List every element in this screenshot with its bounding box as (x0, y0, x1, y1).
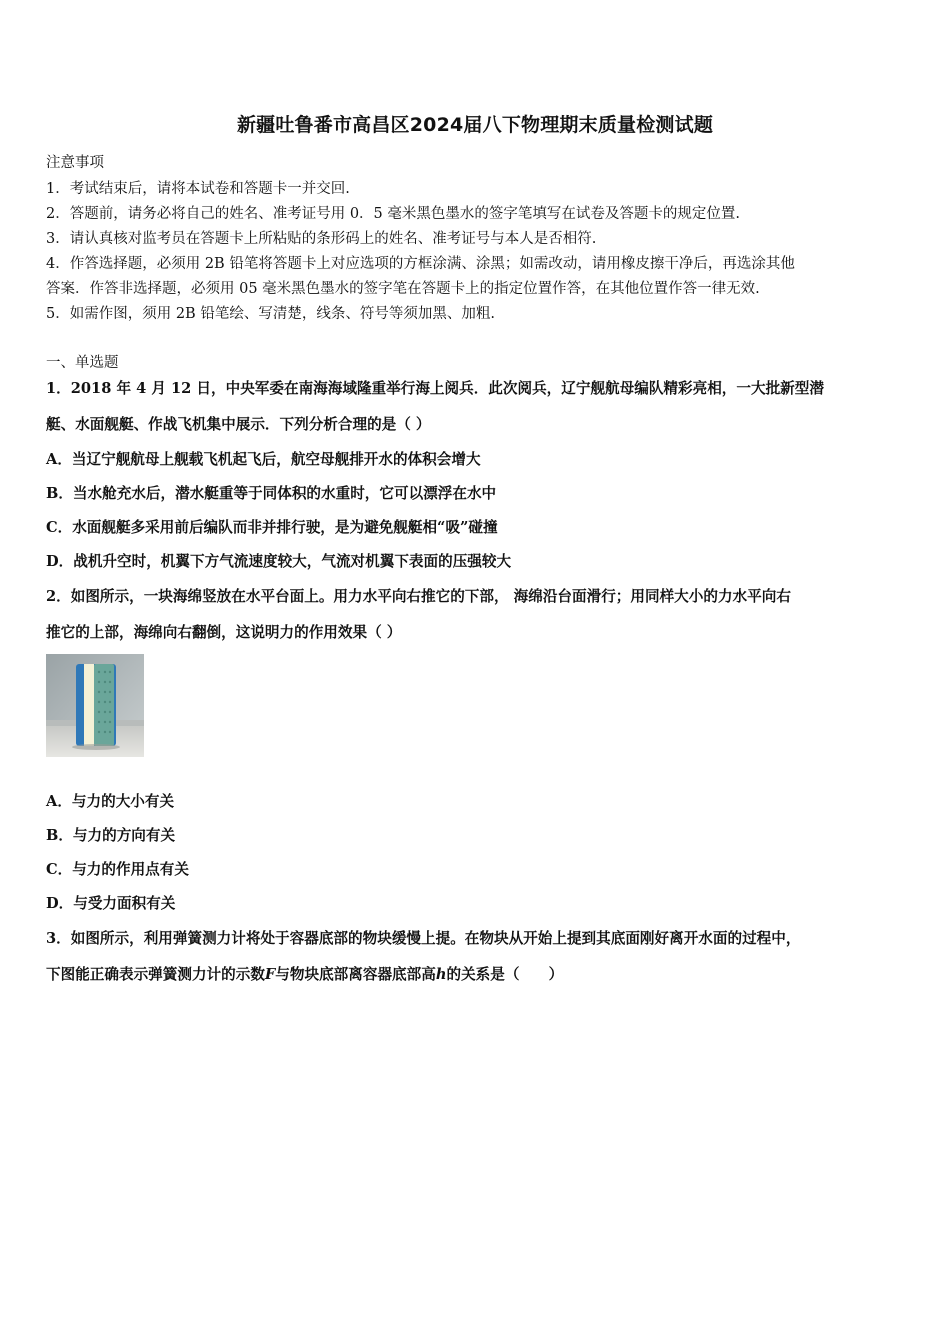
q3-stem-part-c: 的关系是（ ） (446, 966, 564, 983)
q1-stem-line-2: 艇、水面舰艇、作战飞机集中展示．下列分析合理的是（ ） (46, 416, 431, 433)
q3-var-f: F (264, 966, 276, 983)
notice-line-2: 2．答题前，请务必将自己的姓名、准考证号用 0．5 毫米黑色墨水的签字笔填写在试卷及答题卡的规定位置. (46, 206, 740, 222)
notice-heading: 注意事项 (46, 155, 104, 171)
q1-option-c: C．水面舰艇多采用前后编队而非并排行驶，是为避免舰艇相“吸”碰撞 (46, 519, 498, 536)
notice-line-5: 答案．作答非选择题，必须用 05 毫米黑色墨水的签字笔在答题卡上的指定位置作答，在其他位置作答一律无效. (46, 281, 760, 297)
q1-stem-line-1: 1．2018 年 4 月 12 日，中央军委在南海海域隆重举行海上阅兵．此次阅兵，辽宁舰航母编队精彩亮相，一大批新型潜 (46, 380, 824, 397)
q2-option-b: B．与力的方向有关 (46, 827, 176, 844)
notice-line-3: 3．请认真核对监考员在答题卡上所粘贴的条形码上的姓名、准考证号与本人是否相符. (46, 231, 597, 247)
q1-option-a: A．当辽宁舰航母上舰载飞机起飞后，航空母舰排开水的体积会增大 (46, 451, 481, 468)
notice-line-4: 4．作答选择题，必须用 2B 铅笔将答题卡上对应选项的方框涂满、涂黑；如需改动，请用橡皮擦干净后，再选涂其他 (46, 256, 795, 272)
q1-option-d: D．战机升空时，机翼下方气流速度较大，气流对机翼下表面的压强较大 (46, 553, 512, 570)
sponge-photo (46, 654, 144, 757)
q3-stem-part-b: 与物块底部离容器底部高 (275, 966, 436, 983)
q2-option-d: D．与受力面积有关 (46, 895, 176, 912)
q2-option-a: A．与力的大小有关 (46, 793, 175, 810)
exam-title: 新疆吐鲁番市高昌区2024届八下物理期末质量检测试题 (236, 114, 714, 136)
section-heading: 一、单选题 (46, 355, 119, 371)
notice-line-6: 5．如需作图，须用 2B 铅笔绘、写清楚，线条、符号等须加黑、加粗. (46, 306, 495, 322)
q2-option-c: C．与力的作用点有关 (46, 861, 189, 878)
q3-stem-line-2 (46, 963, 563, 984)
q3-stem-line-1: 3．如图所示，利用弹簧测力计将处于容器底部的物块缓慢上提。在物块从开始上提到其底面刚好离开水面的过程中， (46, 930, 801, 947)
q2-stem-line-2: 推它的上部，海绵向右翻倒，这说明力的作用效果（ ） (46, 624, 402, 641)
notice-line-1: 1．考试结束后，请将本试卷和答题卡一并交回. (46, 181, 350, 197)
q1-option-b: B．当水舱充水后，潜水艇重等于同体积的水重时，它可以漂浮在水中 (46, 485, 497, 502)
q3-var-h: h (435, 966, 447, 983)
q3-stem-part-a: 下图能正确表示弹簧测力计的示数 (46, 966, 265, 983)
q2-stem-line-1: 2．如图所示，一块海绵竖放在水平台面上。用力水平向右推它的下部， 海绵沿台面滑行；用同样大小的力水平向右 (46, 588, 791, 605)
